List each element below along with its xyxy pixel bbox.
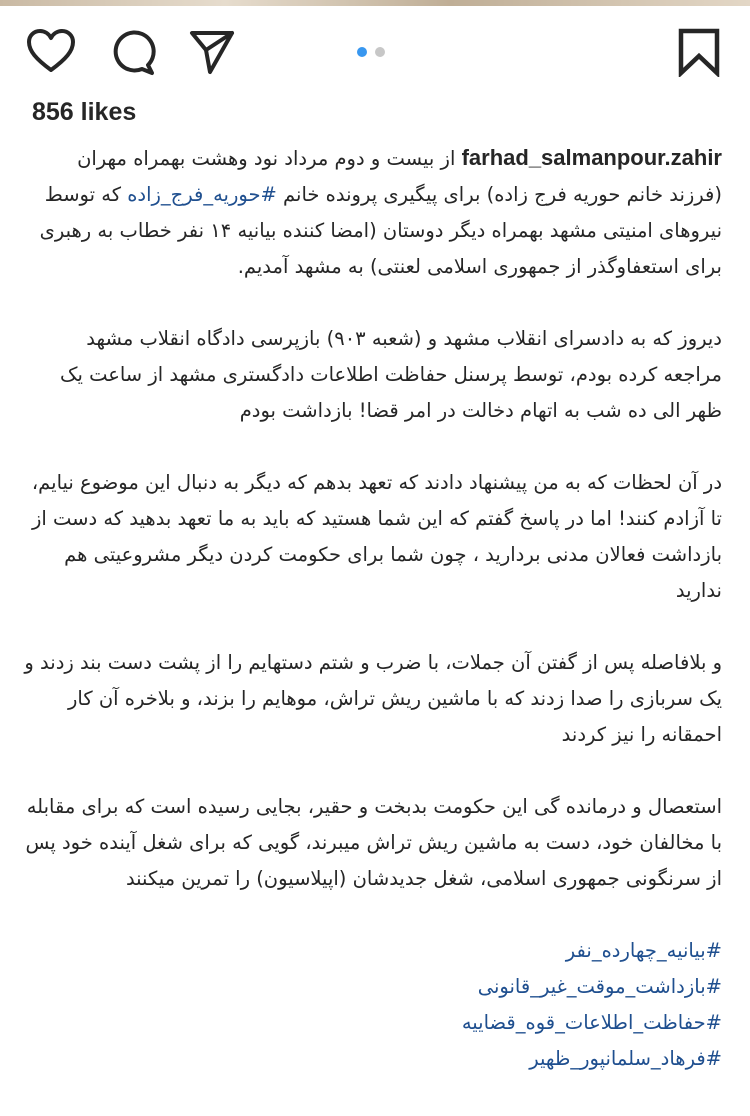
hashtag-link[interactable]: #بیانیه_چهارده_نفر [565, 939, 722, 962]
caption-paragraph [22, 140, 722, 285]
hashtag-link[interactable]: #فرهاد_سلمانپور_ظهیر [529, 1047, 722, 1070]
caption-text: که توسط نیروهای امنیتی مشهد بهمراه دیگر دوستان (امضا کننده بیانیه ۱۴ نفر خطاب به رهبری برای استعفاوگذر از جمهوری اسلامی لعنتی) به مشهد آمدیم. [39, 183, 722, 278]
likes-count[interactable]: 856 likes [32, 98, 137, 126]
caption-paragraph: و بلافاصله پس از گفتن آن جملات، با ضرب و شتم دستهایم را از پشت دست بند زدند و یک سربازی را صدا زدند که با ماشین ریش تراش، موهایم را بزند، و بلاخره آن کار احمقانه را نیز کردند [24, 651, 722, 746]
paper-plane-icon [188, 28, 236, 76]
carousel-dot-active [357, 47, 367, 57]
caption-paragraph: دیروز که به دادسرای انقلاب مشهد و (شعبه ۹۰۳) بازپرسی دادگاه انقلاب مشهد مراجعه کرده بودم، توسط پرسنل حفاظت اطلاعات دادگستری مشهد از ساعت یک ظهر الی ده شب به اتهام دخالت در امر قضا! بازداشت بودم [60, 327, 722, 422]
comment-button[interactable] [108, 28, 156, 76]
hashtag-link[interactable]: #بازداشت_موقت_غیر_قانونی [477, 975, 722, 998]
caption-paragraph: استعصال و درمانده گی این حکومت بدبخت و حقیر، بجایی رسیده است که برای مقابله با مخالفان خود، دست به ماشین ریش تراش میبرند، گویی که برای شغل آینده خود پس از سرنگونی جمهوری اسلامی، شغل جدیدشان (اپیلاسیون) را تمرین میکنند [25, 795, 722, 890]
save-button[interactable] [676, 27, 722, 77]
bookmark-icon [676, 27, 722, 77]
share-button[interactable] [188, 28, 236, 76]
hashtag-link[interactable]: #حفاظت_اطلاعات_قوه_قضاییه [461, 1011, 722, 1034]
caption-paragraph: در آن لحظات که به من پیشنهاد دادند که تعهد بدهم که دیگر به دنبال این موضوع نیایم، تا آزادم کنند! اما در پاسخ گفتم که این شما هستید که باید به ما تعهد بدهید که دست از بازداشت فعالان مدنی بردارید ، چون شما برای حکومت کردن دیگر مشروعیتی هم ندارید [31, 471, 722, 602]
post-caption [22, 140, 722, 1077]
hashtag-list [22, 933, 722, 1077]
comment-icon [108, 28, 156, 76]
like-button[interactable] [26, 28, 76, 74]
post-action-bar [0, 22, 750, 84]
caption-text: از بیست و دوم مرداد نود وهشت بهمراه مهران (فرزند خانم حوریه فرج زاده) برای پیگیری پرونده خانم [77, 147, 722, 206]
heart-icon [26, 28, 76, 74]
hashtag-link[interactable]: #حوریه_فرج_زاده [127, 183, 277, 206]
post-image-edge [0, 0, 750, 6]
username-link[interactable]: farhad_salmanpour.zahir [461, 145, 722, 170]
carousel-dot [375, 47, 385, 57]
